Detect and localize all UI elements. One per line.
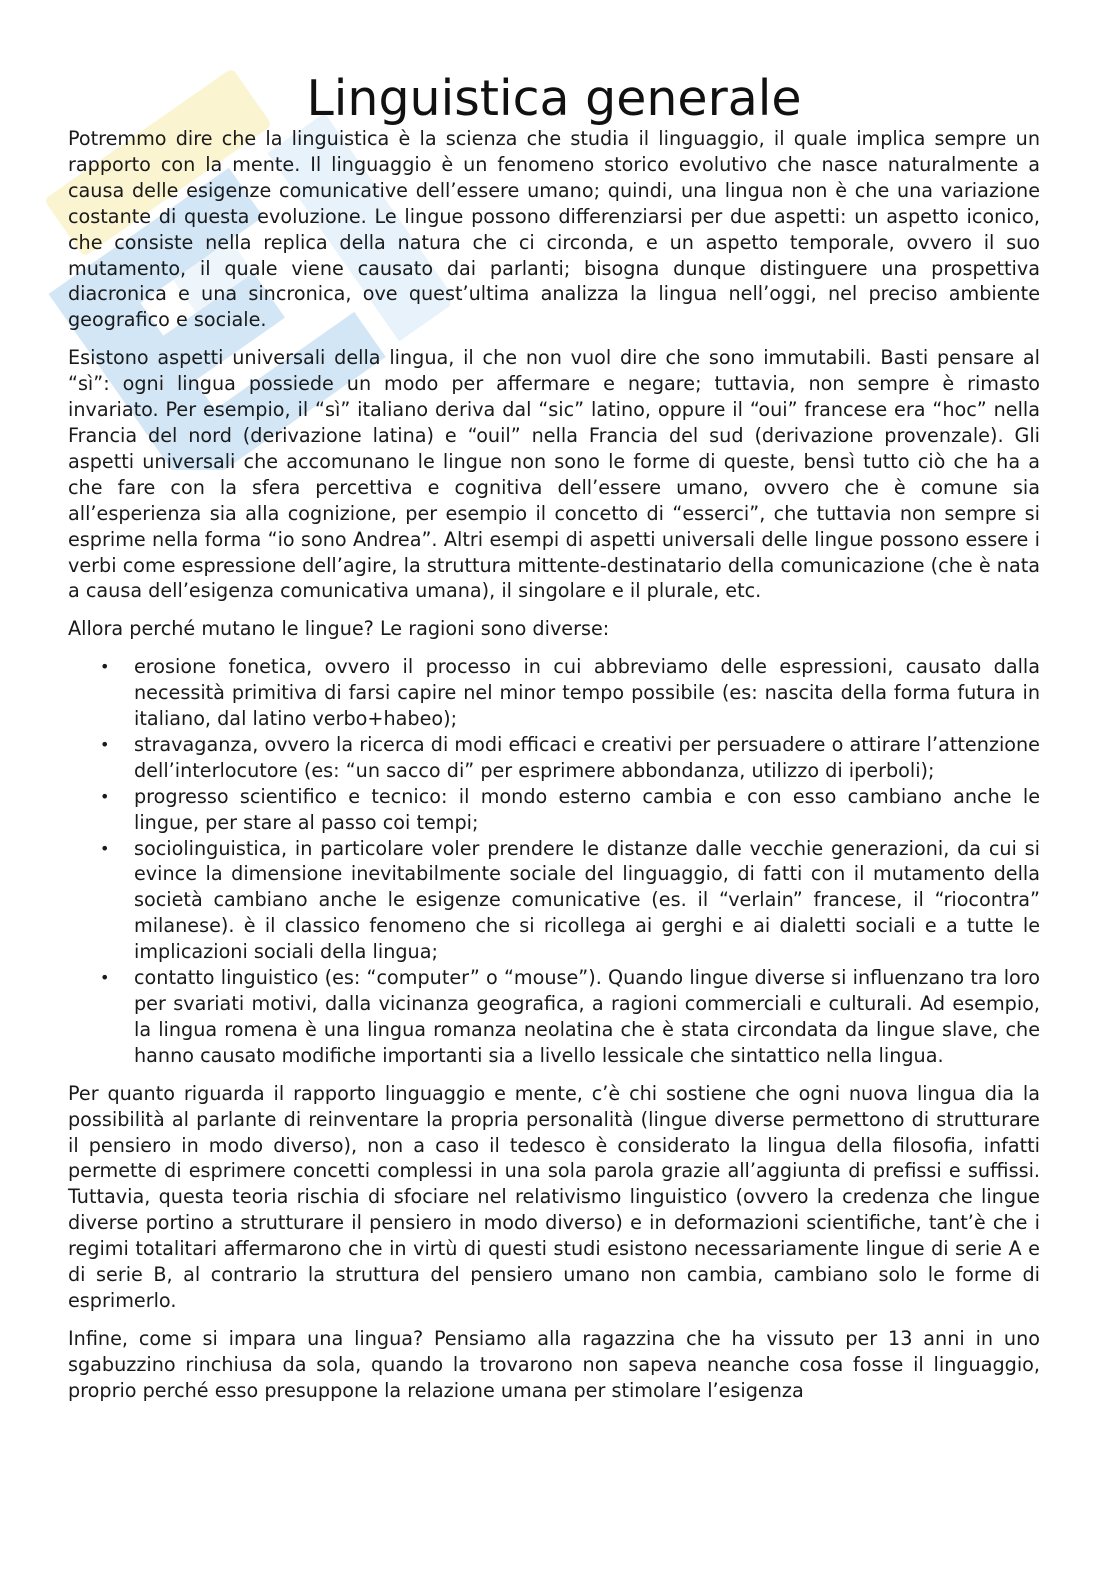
- paragraph-intro: Potremmo dire che la linguistica è la scienza che studia il linguaggio, il quale implica sempre un rapporto con la mente. Il linguaggio è un fenomeno storico evolutivo che nasce naturalmente a causa delle esigenze comunicative dell’essere umano; quindi, una lingua non è che una variazione costante di questa evoluzione. Le lingue possono differenziarsi per due aspetti: un aspetto iconico, che consiste nella replica della natura che ci circonda, e un aspetto temporale, ovvero il suo mutamento, il quale viene causato dai parlanti; bisogna dunque distinguere una prospettiva diacronica e una sincronica, ove quest’ultima analizza la lingua nell’oggi, nel preciso ambiente geografico e sociale.: [68, 127, 1040, 332]
- list-item-text: erosione fonetica, ovvero il processo in cui abbreviamo delle espressioni, causato dalla necessità primitiva di farsi capire nel minor tempo possibile (es: nascita della forma futura in italiano, dal latino verbo+habeo);: [134, 655, 1040, 731]
- paragraph-learning: Infine, come si impara una lingua? Pensiamo alla ragazzina che ha vissuto per 13 anni in uno sgabuzzino rinchiusa da sola, quando la trovarono non sapeva neanche cosa fosse il linguaggio, proprio perché esso presuppone la relazione umana per stimolare l’esigenza: [68, 1326, 1040, 1402]
- bullet-icon: •: [100, 786, 110, 806]
- reasons-list: [68, 654, 1040, 1069]
- bullet-icon: •: [100, 838, 110, 858]
- bullet-icon: •: [100, 734, 110, 754]
- page-title: Linguistica generale: [306, 70, 802, 127]
- list-item-text: sociolinguistica, in particolare voler prendere le distanze dalle vecchie generazioni, da cui si evince la dimensione inevitabilmente sociale del linguaggio, di fatti con il mutamento della società cambiano anche le esigenze comunicative (es. il “verlain” francese, il “riocontra” milanese). è il classico fenomeno che si ricollega ai gerghi e ai dialetti sociali e a tutte le implicazioni sociali della lingua;: [134, 836, 1040, 964]
- paragraph-language-mind: Per quanto riguarda il rapporto linguaggio e mente, c’è chi sostiene che ogni nuova lingua dia la possibilità al parlante di reinventare la propria personalità (lingue diverse permettono di strutturare il pensiero in modo diverso), non a caso il tedesco è considerato la lingua della filosofia, infatti permette di esprimere concetti complessi in una sola parola grazie all’aggiunta di prefissi e suffissi. Tuttavia, questa teoria rischia di sfociare nel relativismo linguistico (ovvero la credenza che lingue diverse portino a strutturare il pensiero in modo diverso) e in deformazioni scientifiche, tant’è che i regimi totalitari affermarono che in virtù di questi studi esistono necessariamente lingue di serie A e di serie B, al contrario la struttura del pensiero umano non cambia, cambiano solo le forme di esprimerlo.: [68, 1081, 1040, 1312]
- paragraph-universals: Esistono aspetti universali della lingua, il che non vuol dire che sono immutabili. Basti pensare al “sì”: ogni lingua possiede un modo per affermare e negare; tuttavia, non sempre è rimasto invariato. Per esempio, il “sì” italiano deriva dal “sic” latino, oppure il “oui” francese era “hoc” nella Francia del nord (derivazione latina) e “ouil” nella Francia del sud (derivazione provenzale). Gli aspetti universali che accomunano le lingue non sono le forme di queste, bensì tutto ciò che ha a che fare con la sfera percettiva e cognitiva dell’essere umano, ovvero che è comune sia all’esperienza sia alla cognizione, per esempio il concetto di “esserci”, che tuttavia non sempre si esprime nella forma “io sono Andrea”. Altri esempi di aspetti universali delle lingue possono essere i verbi come espressione dell’agire, la struttura mittente-destinatario della comunicazione (che è nata a causa dell’esigenza comunicativa umana), il singolare e il plurale, etc.: [68, 346, 1040, 603]
- list-item: [68, 732, 1040, 784]
- list-item-text: contatto linguistico (es: “computer” o “mouse”). Quando lingue diverse si influenzano tra loro per svariati motivi, dalla vicinanza geografica, a ragioni commerciali e culturali. Ad esempio, la lingua romena è una lingua romanza neolatina che è stata circondata da lingue slave, che hanno causato modifiche importanti sia a livello lessicale che sintattico nella lingua.: [134, 966, 1040, 1067]
- bullet-icon: •: [100, 968, 110, 988]
- paragraph-why-change: Allora perché mutano le lingue? Le ragioni sono diverse:: [68, 617, 610, 641]
- list-item-text: progresso scientifico e tecnico: il mondo esterno cambia e con esso cambiano anche le lingue, per stare al passo coi tempi;: [134, 784, 1040, 834]
- list-item: [68, 836, 1040, 966]
- list-item: [68, 784, 1040, 836]
- list-item: [68, 965, 1040, 1069]
- document-page: [68, 70, 1040, 1416]
- list-item: [68, 654, 1040, 732]
- list-item-text: stravaganza, ovvero la ricerca di modi efficaci e creativi per persuadere o attirare l’attenzione dell’interlocutore (es: “un sacco di” per esprimere abbondanza, utilizzo di iperboli);: [134, 732, 1040, 782]
- bullet-icon: •: [100, 657, 110, 677]
